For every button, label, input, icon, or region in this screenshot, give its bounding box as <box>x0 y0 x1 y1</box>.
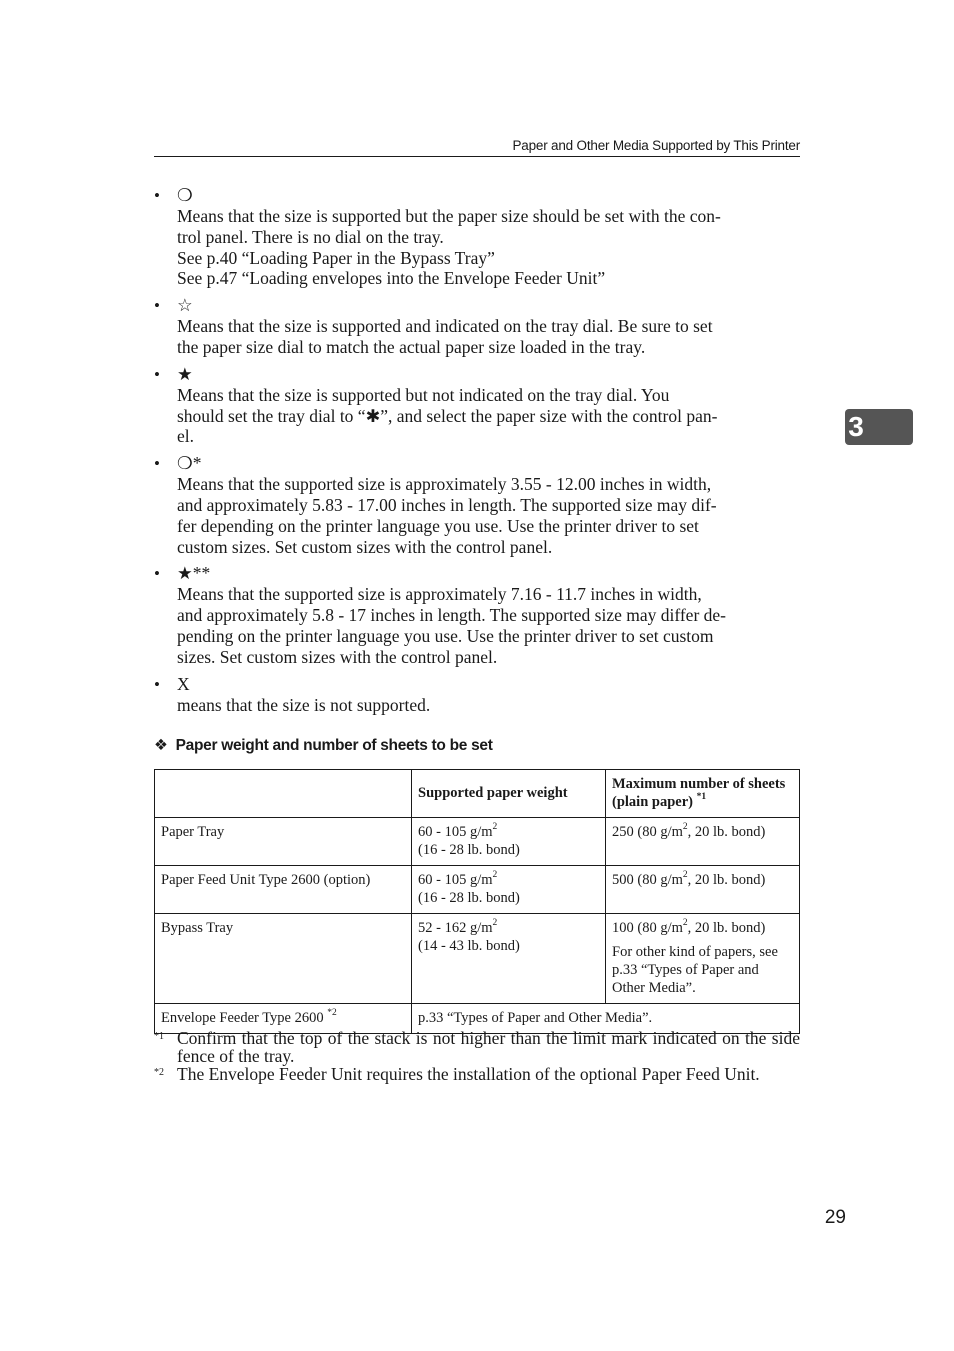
legend-item-supported-panel <box>154 185 800 289</box>
table-row <box>155 818 800 866</box>
section-title: Paper weight and number of sheets to be set <box>175 737 493 754</box>
x-mark-icon: • X <box>154 674 800 695</box>
superscript: 2 <box>492 822 498 833</box>
circle-asterisk-icon: • ❍* <box>154 453 800 474</box>
page-number: 29 <box>824 1207 846 1228</box>
legend-line: Means that the size is supported but not indicated on the tray dial. You <box>177 384 670 405</box>
max-value-rest: , 20 lb. bond) <box>687 824 766 840</box>
cell-note: For other kind of papers, see p.33 “Types of Paper and Other Media”. <box>612 944 778 996</box>
circle-symbol-icon: • ❍ <box>154 185 800 206</box>
superscript: 2 <box>682 870 688 881</box>
legend-line: custom sizes. Set custom sizes with the control panel. <box>177 536 553 557</box>
legend-line: the paper size dial to match the actual paper size loaded in the tray. <box>177 336 646 357</box>
legend-line: and approximately 5.8 - 17 inches in length. The supported size may differ de- <box>177 605 726 626</box>
footnote-2 <box>154 1066 800 1084</box>
footnote-mark: *1 <box>154 1031 164 1042</box>
legend-line: Means that the supported size is approximately 7.16 - 11.7 inches in width, <box>177 584 702 605</box>
footnotes <box>154 1030 800 1085</box>
outline-star-icon: • ☆ <box>154 295 800 316</box>
table-header-weight: Supported paper weight <box>412 770 606 818</box>
footnote-ref: *2 <box>327 1008 337 1019</box>
superscript: 2 <box>492 870 498 881</box>
legend-line: pending on the printer language you use. Use the printer driver to set custom <box>177 625 714 646</box>
weight-lb: (14 - 43 lb. bond) <box>418 938 520 954</box>
cell-source: Paper Tray <box>155 818 412 866</box>
superscript: 2 <box>682 918 688 929</box>
legend-line: el. <box>177 426 195 447</box>
section-heading <box>154 736 493 755</box>
header-text: Maximum number of sheets (plain paper) <box>612 776 786 810</box>
cell-source: Bypass Tray <box>155 914 412 1004</box>
source-name: Envelope Feeder Type 2600 <box>161 1010 324 1026</box>
legend-item-custom-size-star <box>154 563 800 667</box>
legend-item-custom-size-panel <box>154 453 800 557</box>
weight-value: 52 - 162 g/m <box>418 920 493 936</box>
legend-line: Means that the size is supported and indicated on the tray dial. Be sure to set <box>177 316 713 337</box>
legend-line: See p.47 “Loading envelopes into the Envelope Feeder Unit” <box>177 268 606 289</box>
legend-line: means that the size is not supported. <box>177 694 431 715</box>
legend-line: and approximately 5.83 - 17.00 inches in length. The supported size may dif- <box>177 494 717 515</box>
weight-value: 60 - 105 g/m <box>418 824 493 840</box>
legend-item-not-supported <box>154 674 800 716</box>
cell-max-sheets <box>606 866 800 914</box>
max-value: 100 (80 g/m <box>612 920 683 936</box>
table-header-row <box>155 770 800 818</box>
cell-source: Paper Feed Unit Type 2600 (option) <box>155 866 412 914</box>
footnote-mark: *2 <box>154 1067 164 1078</box>
chapter-number: 3 <box>848 411 864 442</box>
weight-value: 60 - 105 g/m <box>418 872 493 888</box>
symbol-legend <box>154 185 800 715</box>
star-double-asterisk-icon: • ★** <box>154 563 800 584</box>
table-header-blank <box>155 770 412 818</box>
footnote-text: The Envelope Feeder Unit requires the installation of the optional Paper Feed Unit. <box>177 1064 760 1084</box>
weight-lb: (16 - 28 lb. bond) <box>418 842 520 858</box>
legend-item-supported-dial <box>154 295 800 358</box>
cell-max-sheets <box>606 914 800 1004</box>
diamond-bullet-icon: ❖ <box>154 737 168 754</box>
table-row <box>155 866 800 914</box>
cell-merged-reference: p.33 “Types of Paper and Other Media”. <box>412 1004 800 1034</box>
footnote-ref: *1 <box>696 792 707 803</box>
weight-lb: (16 - 28 lb. bond) <box>418 890 520 906</box>
legend-line: should set the tray dial to “✱”, and select the paper size with the control pan- <box>177 405 718 426</box>
max-value: 500 (80 g/m <box>612 872 683 888</box>
cell-weight <box>412 818 606 866</box>
legend-line: sizes. Set custom sizes with the control panel. <box>177 646 498 667</box>
superscript: 2 <box>492 918 498 929</box>
table-header-max-sheets <box>606 770 800 818</box>
table-row <box>155 914 800 1004</box>
legend-line: trol panel. There is no dial on the tray. <box>177 226 444 247</box>
filled-star-icon: • ★ <box>154 364 800 385</box>
max-value-rest: , 20 lb. bond) <box>687 920 766 936</box>
cell-max-sheets <box>606 818 800 866</box>
max-value: 250 (80 g/m <box>612 824 683 840</box>
superscript: 2 <box>682 822 688 833</box>
legend-line: See p.40 “Loading Paper in the Bypass Tray” <box>177 247 495 268</box>
legend-item-supported-not-on-dial <box>154 364 800 447</box>
cell-weight <box>412 914 606 1004</box>
legend-line: Means that the size is supported but the paper size should be set with the con- <box>177 206 721 226</box>
running-header: Paper and Other Media Supported by This Printer <box>154 138 800 157</box>
footnote-text: Confirm that the top of the stack is not higher than the limit mark indicated on the side fence of the tray. <box>177 1028 800 1066</box>
max-value-rest: , 20 lb. bond) <box>687 872 766 888</box>
cell-weight <box>412 866 606 914</box>
chapter-tab <box>845 409 913 445</box>
legend-line: fer depending on the printer language you use. Use the printer driver to set <box>177 515 699 536</box>
legend-line: Means that the supported size is approximately 3.55 - 12.00 inches in width, <box>177 474 712 495</box>
footnote-1 <box>154 1030 800 1065</box>
paper-weight-table <box>154 769 800 1034</box>
